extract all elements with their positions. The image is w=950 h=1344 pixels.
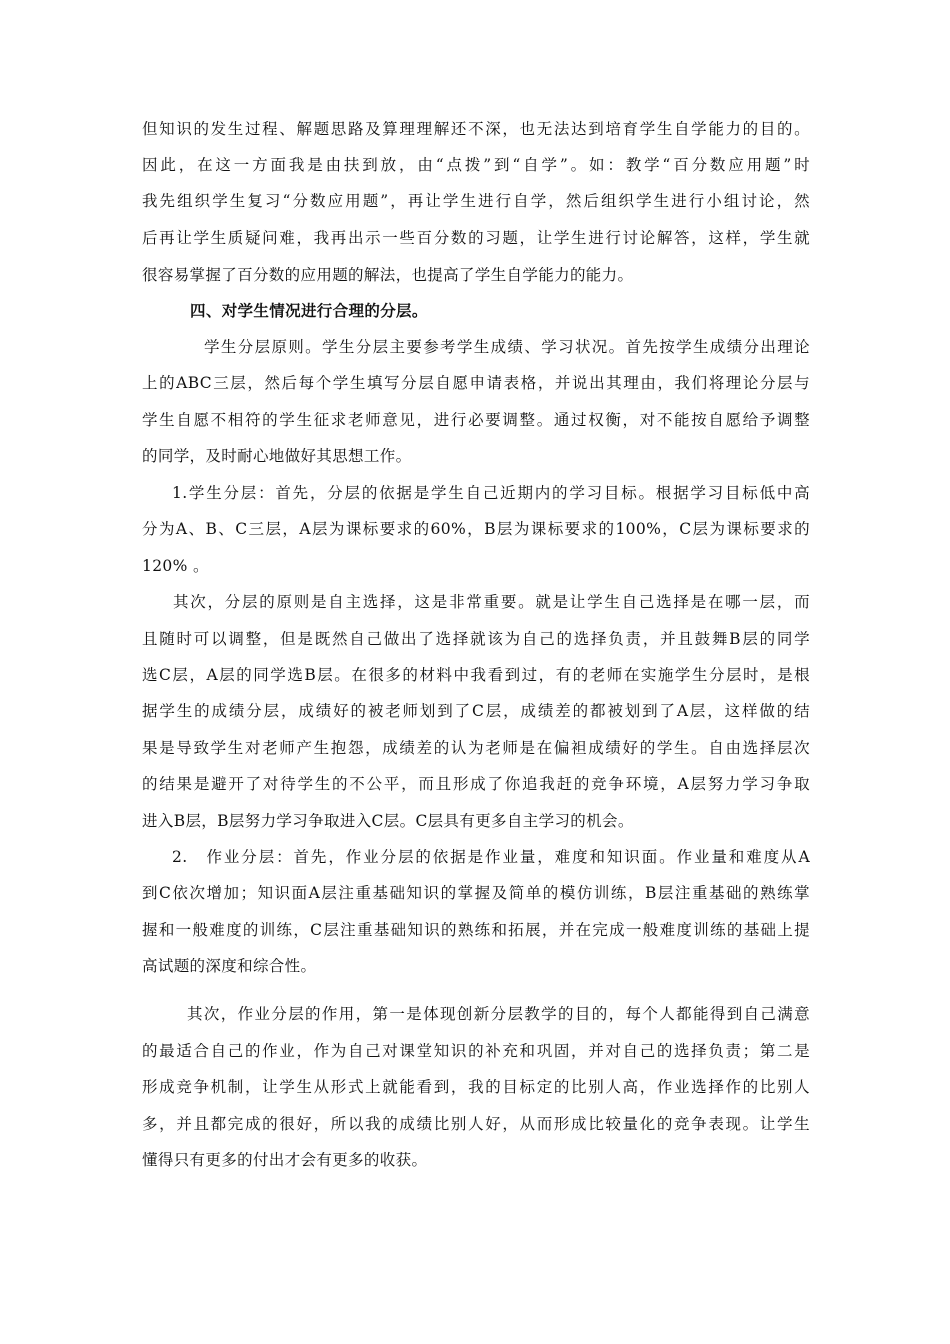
paragraph-line: 高试题的深度和综合性。 bbox=[142, 957, 317, 975]
paragraph-line: 的同学，及时耐心地做好其思想工作。 bbox=[142, 447, 412, 465]
paragraph-line: 120% 。 bbox=[142, 557, 209, 575]
paragraph-line: 后再让学生质疑问难，我再出示一些百分数的习题，让学生进行讨论解答，这样，学生就 bbox=[142, 229, 810, 247]
paragraph-line: 我先组织学生复习“分数应用题”，再让学生进行自学，然后组织学生进行小组讨论，然 bbox=[142, 192, 810, 210]
paragraph-line: 分为A、B、C三层，A层为课标要求的60%，B层为课标要求的100%，C层为课标要求的 bbox=[142, 520, 810, 538]
paragraph-line: 握和一般难度的训练，C层注重基础知识的熟练和拓展，并在完成一般难度训练的基础上提 bbox=[142, 921, 810, 939]
paragraph-line: 选C层，A层的同学选B层。在很多的材料中我看到过，有的老师在实施学生分层时，是根 bbox=[142, 666, 810, 684]
paragraph-line: 很容易掌握了百分数的应用题的解法，也提高了学生自学能力的能力。 bbox=[142, 266, 634, 284]
paragraph-line: 形成竞争机制，让学生从形式上就能看到，我的目标定的比别人高，作业选择作的比别人 bbox=[142, 1078, 810, 1096]
paragraph-line: 因此，在这一方面我是由扶到放，由“点拨”到“自学”。如：教学“百分数应用题”时 bbox=[142, 156, 810, 174]
paragraph-line: 其次，分层的原则是自主选择，这是非常重要。就是让学生自己选择是在哪一层，而 bbox=[173, 593, 810, 611]
paragraph-line: 其次，作业分层的作用，第一是体现创新分层教学的目的，每个人都能得到自己满意 bbox=[187, 1005, 810, 1023]
paragraph-line: 2. 作业分层：首先，作业分层的依据是作业量，难度和知识面。作业量和难度从A bbox=[172, 848, 810, 866]
paragraph-line: 多，并且都完成的很好，所以我的成绩比别人好，从而形成比较量化的竞争表现。让学生 bbox=[142, 1115, 810, 1133]
paragraph-line: 且随时可以调整，但是既然自己做出了选择就该为自己的选择负责，并且鼓舞B层的同学 bbox=[142, 630, 810, 648]
paragraph-line: 的最适合自己的作业，作为自己对课堂知识的补充和巩固，并对自己的选择负责；第二是 bbox=[142, 1042, 810, 1060]
paragraph-line: 1.学生分层：首先，分层的依据是学生自己近期内的学习目标。根据学习目标低中高 bbox=[172, 484, 810, 502]
paragraph-line: 学生分层原则。学生分层主要参考学生成绩、学习状况。首先按学生成绩分出理论 bbox=[204, 338, 810, 356]
paragraph-line: 但知识的发生过程、解题思路及算理理解还不深，也无法达到培育学生自学能力的目的。 bbox=[142, 120, 810, 138]
section-heading: 四、对学生情况进行合理的分层。 bbox=[190, 301, 428, 320]
paragraph-line: 据学生的成绩分层，成绩好的被老师划到了C层，成绩差的都被划到了A层，这样做的结 bbox=[142, 702, 810, 720]
paragraph-line: 懂得只有更多的付出才会有更多的收获。 bbox=[142, 1151, 428, 1169]
paragraph-line: 上的ABC三层，然后每个学生填写分层自愿申请表格，并说出其理由，我们将理论分层与 bbox=[142, 374, 810, 392]
paragraph-line: 果是导致学生对老师产生抱怨，成绩差的认为老师是在偏袒成绩好的学生。自由选择层次 bbox=[142, 739, 810, 757]
paragraph-line: 进入B层，B层努力学习争取进入C层。C层具有更多自主学习的机会。 bbox=[142, 812, 634, 830]
paragraph-line: 到C依次增加；知识面A层注重基础知识的掌握及简单的模仿训练，B层注重基础的熟练掌 bbox=[142, 884, 810, 902]
paragraph-line: 的结果是避开了对待学生的不公平，而且形成了你追我赶的竞争环境，A层努力学习争取 bbox=[142, 775, 810, 793]
paragraph-line: 学生自愿不相符的学生征求老师意见，进行必要调整。通过权衡，对不能按自愿给予调整 bbox=[142, 411, 810, 429]
